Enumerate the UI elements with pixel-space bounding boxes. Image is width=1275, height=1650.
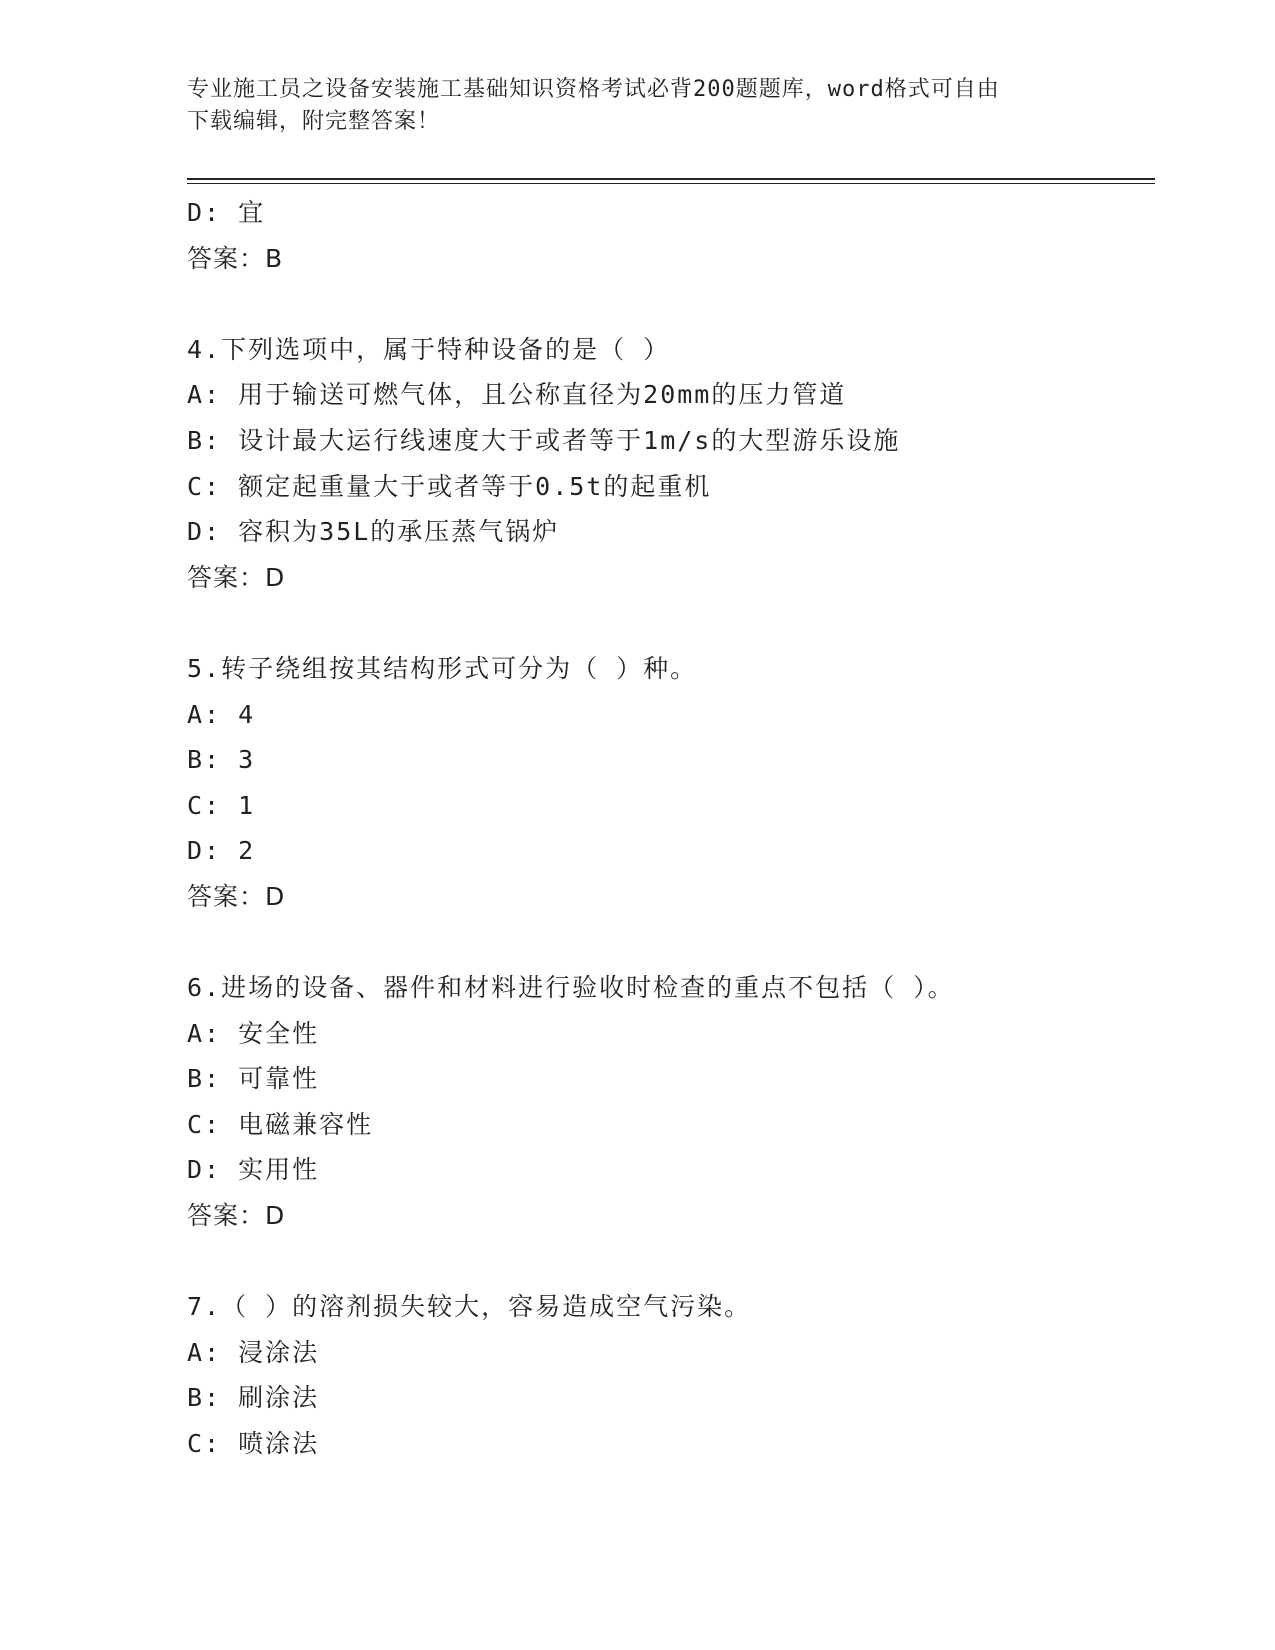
header-line-2: 下载编辑，附完整答案！ [187, 109, 441, 134]
q4-stem: 4.下列选项中，属于特种设备的是（ ） [187, 334, 671, 364]
q6-option-d: D: 实用性 [187, 1155, 320, 1185]
q5-option-d: D: 2 [187, 836, 256, 866]
q3-answer: 答案：B [187, 243, 284, 273]
spacer [187, 1239, 1147, 1285]
q7-stem: 7.（ ）的溶剂损失较大，容易造成空气污染。 [187, 1292, 752, 1322]
header-line-1: 专业施工员之设备安装施工基础知识资格考试必背200题题库，word格式可自由 [187, 77, 1000, 102]
spacer [187, 600, 1147, 646]
q4-option-a: A: 用于输送可燃气体，且公称直径为20mm的压力管道 [187, 380, 847, 410]
q3-option-d: D: 宜 [187, 198, 266, 227]
q7-option-a: A: 浸涂法 [187, 1337, 320, 1367]
header-divider-thin [187, 183, 1155, 184]
q6-option-c: C: 电磁兼容性 [187, 1109, 374, 1139]
page-header [187, 74, 1087, 138]
q6-answer: 答案：D [187, 1201, 286, 1231]
q7-option-c: C: 喷涂法 [187, 1429, 320, 1459]
q5-option-b: B: 3 [187, 745, 256, 775]
q6-option-a: A: 安全性 [187, 1018, 320, 1048]
q5-option-a: A: 4 [187, 699, 256, 729]
q4-option-c: C: 额定起重量大于或者等于0.5t的起重机 [187, 471, 712, 501]
spacer [187, 920, 1147, 966]
q5-option-c: C: 1 [187, 790, 256, 820]
spacer [187, 281, 1147, 327]
q4-option-d: D: 容积为35L的承压蒸气锅炉 [187, 517, 560, 547]
q4-option-b: B: 设计最大运行线速度大于或者等于1m/s的大型游乐设施 [187, 425, 901, 455]
q5-stem: 5.转子绕组按其结构形式可分为（ ）种。 [187, 653, 698, 683]
q5-answer: 答案：D [187, 881, 286, 911]
question-list [187, 190, 1147, 1467]
q6-stem: 6.进场的设备、器件和材料进行验收时检查的重点不包括（ ）。 [187, 973, 955, 1003]
q4-answer: 答案：D [187, 562, 286, 592]
q6-option-b: B: 可靠性 [187, 1064, 320, 1094]
q7-option-b: B: 刷涂法 [187, 1383, 320, 1413]
header-divider-thick [187, 178, 1155, 180]
